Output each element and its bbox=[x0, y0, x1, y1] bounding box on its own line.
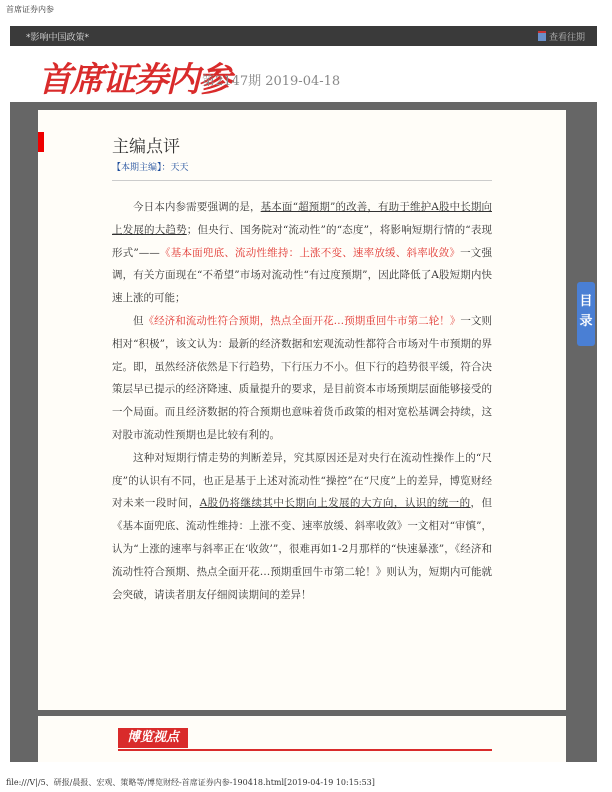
calendar-icon bbox=[538, 31, 546, 41]
paragraph-1: 今日本内参需要强调的是，基本面“超预期”的改善，有助于维护A股中长期向上发展的大趋势；但央行、国务院对“流动性”的“态度”，将影响短期行情的“表现形式”——《基本面兜底、流动性维持：上涨不变、速率放缓、斜率收敛》一文强调，有关方面现在“不希望”市场对流动性“有过度预期”，因此降低了A股短期内快速上涨的可能； bbox=[112, 201, 493, 305]
top-bar bbox=[10, 26, 597, 46]
underlined-text: 基本面“超预期”的改善，有助于维护A股中长期向上发展的大趋势 bbox=[112, 201, 492, 236]
editor-label: 【本期主编】： bbox=[112, 163, 171, 173]
content-area bbox=[10, 102, 597, 762]
divider bbox=[112, 180, 492, 181]
article-link[interactable]: 《经济和流动性符合预期，热点全面开花…预期重回牛市第二轮！》 bbox=[143, 314, 461, 327]
issue-info: 第2147期 2019-04-18 bbox=[202, 74, 341, 89]
viewpoint-badge: 博览视点 bbox=[118, 728, 188, 748]
section-marker bbox=[38, 132, 44, 152]
viewpoint-card bbox=[38, 716, 566, 762]
underlined-text: A股仍将继续其中长期向上发展的大方向，认识的统一的 bbox=[199, 497, 471, 510]
history-link[interactable] bbox=[538, 30, 585, 43]
logo: 首席证券内参 bbox=[38, 60, 230, 100]
slogan: *影响中国政策* bbox=[26, 33, 90, 43]
editor-name: 天天 bbox=[170, 163, 189, 173]
article-body bbox=[112, 196, 492, 606]
document-title: 首席证券内参 bbox=[6, 5, 54, 14]
viewpoint-divider bbox=[118, 749, 492, 751]
paragraph-3: 这种对短期行情走势的判断差异，究其原因还是对央行在流动性操作上的“尺度”的认识有不同，也正是基于上述对流动性“操控”在“尺度”上的差异，博览财经对未来一段时间，A股仍将继续其中长期向上发展的大方向，认识的统一的，但《基本面兜底、流动性维持：上涨不变、速率放缓、斜率收敛》一文相对“审慎”，认为“上涨的速率与斜率正在‘收敛’”，很难再如1-2月那样的“快速暴涨”，《经济和流动性符合预期、热点全面开花…预期重回牛市第二轮！》则认为，短期内可能就会突破，请读者朋友仔细阅读期间的差异！ bbox=[112, 451, 492, 601]
history-label: 查看往期 bbox=[548, 33, 585, 43]
paragraph-2: 但《经济和流动性符合预期，热点全面开花…预期重回牛市第二轮！》一文则相对“积极”，该文认为：最新的经济数据和宏观流动性都符合市场对牛市预期的界定。即，虽然经济依然是下行趋势，下行压力不小。但下行的趋势很平缓，符合决策层早已提示的经济降速、质量提升的要求，是目前资本市场预期层面能够接受的一个局面。而且经济数据的符合预期也意味着货币政策的相对宽松基调会持续，这对股市流动性预期也是比较有利的。 bbox=[112, 314, 493, 441]
footer-path: file:///V|/5、研报/晨报、宏观、策略等/博览财经-首席证券内参-190418.html[2019-04-19 10:15:53] bbox=[6, 778, 375, 787]
toc-button[interactable]: 目录 bbox=[577, 282, 595, 346]
section-title: 主编点评 bbox=[112, 137, 180, 157]
article-link[interactable]: 《基本面兜底、流动性维持：上涨不变、速率放缓、斜率收敛》 bbox=[159, 246, 461, 259]
editor-comment-card bbox=[38, 110, 566, 710]
editor-line bbox=[112, 160, 189, 173]
masthead bbox=[10, 46, 597, 102]
